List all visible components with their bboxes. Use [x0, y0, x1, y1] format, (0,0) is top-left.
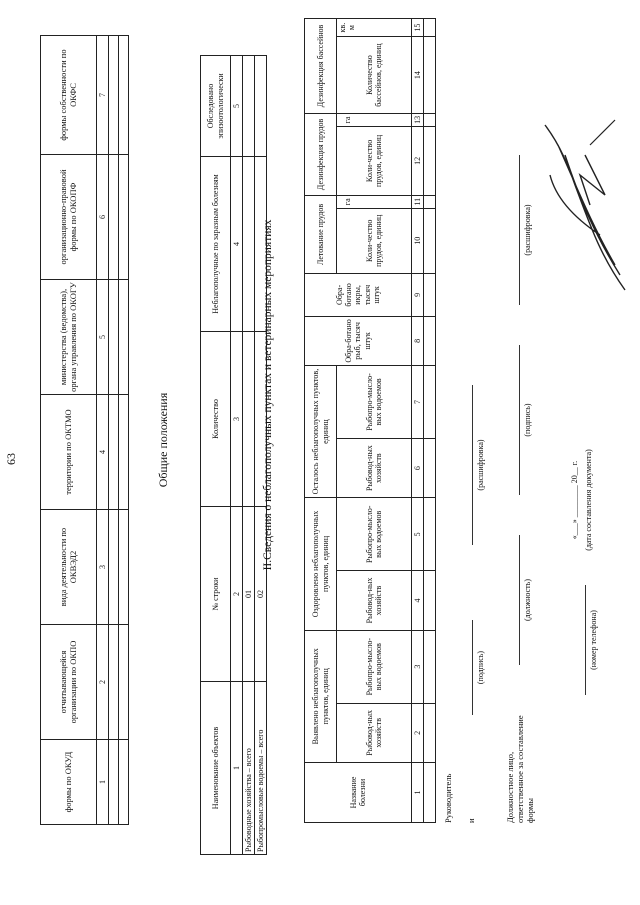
remaining-header: Осталось неблагополучных пунктов, единиц — [305, 365, 337, 497]
revealed-header: Выявлено неблагополучных пунктов, единиц — [305, 630, 337, 762]
handwritten-signature — [530, 105, 640, 295]
col-number: 2 — [231, 507, 243, 682]
empty-cell — [423, 208, 435, 273]
col-number: 4 — [411, 571, 423, 630]
col-number: 5 — [97, 280, 109, 395]
disinfect-pools-header: Дезинфекция бассейнов — [305, 19, 337, 114]
col-number: 5 — [411, 498, 423, 571]
fish-waters-header: Рыбопро-мысло-вых водоемов — [337, 498, 412, 571]
signature2-caption: (подпись) — [523, 403, 532, 437]
empty-cell — [119, 280, 129, 395]
general-table — [200, 55, 267, 855]
col-number: 8 — [411, 316, 423, 365]
col-number: 3 — [411, 630, 423, 703]
col-number: 6 — [411, 438, 423, 497]
empty-cell — [119, 36, 129, 155]
empty-cell — [423, 571, 435, 630]
empty-cell — [357, 19, 411, 37]
fish-waters-header: Рыбопро-мысло-вых водоемов — [337, 365, 412, 438]
empty-cell — [109, 625, 119, 740]
okpo-header: отчитывающейся организации по ОКПО — [41, 625, 97, 740]
position-line — [519, 535, 520, 665]
col-number: 2 — [97, 625, 109, 740]
phone-line — [585, 585, 586, 695]
empty-cell — [119, 625, 129, 740]
okved-header: вида деятельности по ОКВЭД2 — [41, 510, 97, 625]
empty-cell — [119, 510, 129, 625]
empty-cell — [423, 113, 435, 126]
fish-waters-header: Рыбопро-мысло-вых водоемов — [337, 630, 412, 703]
empty-cell — [423, 630, 435, 703]
empty-cell — [119, 155, 129, 280]
objects-header: Наименование объектов — [201, 682, 231, 855]
date-caption: (дата составления документа) — [584, 449, 593, 551]
okogu-header: министерства (ведомства), органа управления по ОКОГУ — [41, 280, 97, 395]
date-line: «___» ________ 20__ г. — [570, 460, 579, 540]
okfs-header: формы собственности по ОКФС — [41, 36, 97, 155]
ha-header: га — [337, 195, 358, 208]
ha-header: га — [337, 113, 358, 126]
col-number: 9 — [411, 273, 423, 316]
empty-cell — [109, 740, 119, 825]
empty-cell — [423, 37, 435, 114]
decoding2-line — [519, 155, 520, 305]
col-number: 15 — [411, 19, 423, 37]
col-number: 12 — [411, 126, 423, 195]
row-line-number: 01 — [243, 507, 255, 682]
empty-cell — [423, 126, 435, 195]
empty-cell — [423, 195, 435, 208]
empty-cell — [109, 395, 119, 510]
empty-cell — [423, 703, 435, 762]
col-number: 2 — [411, 703, 423, 762]
pond-count-header: Коли-чество прудов, единиц — [337, 208, 412, 273]
phone-caption: (номер телефона) — [589, 610, 598, 670]
col-number: 7 — [411, 365, 423, 438]
position-caption: (должность) — [523, 579, 532, 621]
page-number: 63 — [4, 453, 18, 465]
okud-header: формы по ОКУД — [41, 740, 97, 825]
signature2-line — [519, 345, 520, 495]
empty-cell — [423, 273, 435, 316]
disinfect-ponds-header: Дезинфекция прудов — [305, 113, 337, 195]
empty-cell — [357, 113, 411, 126]
empty-cell — [119, 740, 129, 825]
empty-cell — [119, 395, 129, 510]
decoding2-caption: (расшифровка) — [523, 204, 532, 256]
empty-cell — [243, 332, 255, 507]
pool-count-header: Количество бассейнов, единиц — [337, 37, 412, 114]
col-number: 13 — [411, 113, 423, 126]
veterinary-table — [304, 18, 436, 823]
row-line-number: 02 — [255, 507, 267, 682]
codes-table — [40, 35, 129, 825]
disease-name-header: Название болезни — [305, 763, 412, 823]
head-decoding-line — [472, 385, 473, 545]
empty-cell — [423, 19, 435, 37]
quantity-header: Количество — [201, 332, 231, 507]
pond-count-header: Коли-чество прудов, единиц — [337, 126, 412, 195]
empty-cell — [423, 498, 435, 571]
col-number: 6 — [97, 155, 109, 280]
col-number: 3 — [231, 332, 243, 507]
recovered-header: Оздоровлено неблагополучных пунктов, единиц — [305, 498, 337, 630]
oktmo-header: территории по ОКТМО — [41, 395, 97, 510]
col-number: 1 — [231, 682, 243, 855]
general-title: Общие положения — [156, 392, 170, 488]
col-number: 3 — [97, 510, 109, 625]
fish-farms-header: Рыбовод-ных хозяйств — [337, 703, 412, 762]
section2-title: II.Сведения о неблагополучных пунктах и ветеринарных мероприятиях — [262, 219, 274, 571]
empty-cell — [423, 763, 435, 823]
responsible-label: Должностное лицо, ответственное за составление формы — [505, 715, 536, 823]
okopf-header: организационно-правовой формы по ОКОПФ — [41, 155, 97, 280]
col-number: 7 — [97, 36, 109, 155]
head-label: Руководитель — [443, 773, 453, 823]
head-decoding-caption: (расшифровка) — [476, 439, 485, 491]
empty-cell — [243, 157, 255, 332]
head-signature-line — [472, 620, 473, 715]
col-number: 11 — [411, 195, 423, 208]
head-signature-caption: (подпись) — [476, 650, 485, 685]
fish-treated-header: Обра-ботано рыб, тысяч штук — [305, 316, 412, 365]
empty-cell — [357, 195, 411, 208]
col-number: 14 — [411, 37, 423, 114]
col-number: 1 — [411, 763, 423, 823]
empty-cell — [423, 438, 435, 497]
row-name: Рыбопромысловые водоемы – всего — [255, 682, 267, 855]
empty-cell — [423, 316, 435, 365]
empty-cell — [243, 56, 255, 157]
roe-treated-header: Обра-ботано икры, тысяч штук — [305, 273, 412, 316]
empty-cell — [109, 155, 119, 280]
row-name: Рыбоводные хозяйства – всего — [243, 682, 255, 855]
col-number: 4 — [97, 395, 109, 510]
empty-cell — [423, 365, 435, 438]
col-number: 5 — [231, 56, 243, 157]
empty-cell — [109, 510, 119, 625]
empty-cell — [109, 280, 119, 395]
unfavorable-header: Неблагополучные по заразным болезням — [201, 157, 231, 332]
fish-farms-header: Рыбовод-ных хозяйств — [337, 438, 412, 497]
line-number-header: № строки — [201, 507, 231, 682]
summer-ponds-header: Летование прудов — [305, 195, 337, 273]
col-number: 4 — [231, 157, 243, 332]
and-label: и — [466, 818, 476, 823]
col-number: 1 — [97, 740, 109, 825]
sqm-header: кв. м — [337, 19, 358, 37]
empty-cell — [109, 36, 119, 155]
fish-farms-header: Рыбовод-ных хозяйств — [337, 571, 412, 630]
surveyed-header: Обследовано эпизоотологически — [201, 56, 231, 157]
col-number: 10 — [411, 208, 423, 273]
